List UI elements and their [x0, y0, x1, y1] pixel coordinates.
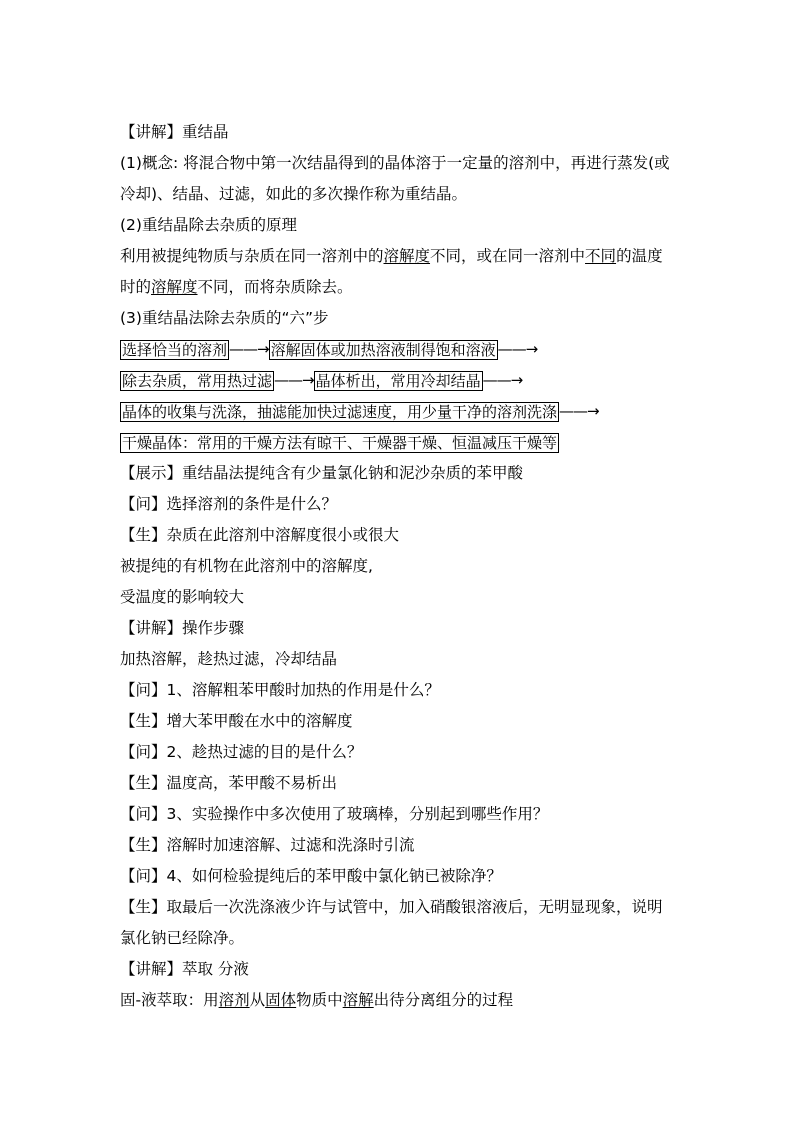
answer-continuation-line: 被提纯的有机物在此溶剂中的溶解度, — [120, 557, 373, 575]
flow-step-box: 干燥晶体：常用的干燥方法有晾干、干燥器干燥、恒温减压干燥等 — [122, 433, 558, 452]
answer-line: 【生】增大苯甲酸在水中的溶解度 — [120, 712, 353, 730]
flow-step-row — [120, 365, 680, 396]
answer-line: 【生】杂质在此溶剂中溶解度很小或很大 — [120, 526, 400, 544]
flow-step-box: 选择恰当的溶剂 — [122, 340, 228, 359]
six-steps-heading: (3)重结晶法除去杂质的“六”步 — [120, 309, 329, 327]
arrow-icon: ——→ — [482, 371, 523, 389]
flow-step-box: 除去杂质，常用热过滤 — [122, 371, 273, 390]
flow-step-box: 晶体的收集与洗涤，抽滤能加快过滤速度，用少量干净的溶剂洗涤 — [122, 402, 558, 421]
underlined-term: 不同 — [585, 247, 617, 265]
arrow-icon: ——→ — [559, 402, 599, 420]
text-span: 不同，而将杂质除去。 — [197, 278, 353, 296]
question-line: 【问】1、溶解粗苯甲酸时加热的作用是什么？ — [120, 681, 440, 699]
demo-line: 【展示】重结晶法提纯含有少量氯化钠和泥沙杂质的苯甲酸 — [120, 464, 524, 482]
arrow-icon: ——→ — [274, 371, 314, 389]
answer-line: 【生】溶解时加速溶解、过滤和洗涤时引流 — [120, 836, 415, 854]
underlined-term: 溶解 — [342, 991, 374, 1009]
underlined-term: 溶解度 — [383, 247, 431, 265]
text-span: 不同，或在同一溶剂中 — [430, 247, 586, 265]
section-heading-steps: 【讲解】操作步骤 — [120, 619, 245, 637]
principle-paragraph-line — [120, 241, 680, 272]
answer-continuation-line: 氯化钠已经除净。 — [120, 929, 245, 947]
principle-heading: (2)重结晶除去杂质的原理 — [120, 216, 297, 234]
text-span: 的温度 — [616, 247, 663, 265]
text-span: 利用被提纯物质与杂质在同一溶剂中的 — [120, 247, 384, 265]
text-span: 从 — [249, 991, 266, 1009]
flow-step-box: 晶体析出，常用冷却结晶 — [315, 371, 481, 390]
section-heading-recrystallization: 【讲解】重结晶 — [120, 123, 229, 141]
text-span: 物质中 — [296, 991, 343, 1009]
text-span: 时的 — [120, 278, 152, 296]
answer-line: 【生】取最后一次洗涤液少许与试管中，加入硝酸银溶液后，无明显现象，说明 — [120, 898, 663, 916]
text-span: 出待分离组分的过程 — [373, 991, 514, 1009]
concept-paragraph-line: 冷却)、结晶、过滤，如此的多次操作称为重结晶。 — [120, 185, 468, 203]
flow-step-row — [120, 427, 680, 458]
underlined-term: 溶剂 — [218, 991, 250, 1009]
concept-paragraph-line: (1)概念: 将混合物中第一次结晶得到的晶体溶于一定量的溶剂中，再进行蒸发(或 — [120, 154, 670, 172]
flow-step-row — [120, 396, 680, 427]
arrow-icon: ——→ — [497, 340, 538, 358]
arrow-icon: ——→ — [229, 340, 269, 358]
question-line: 【问】2、趁热过滤的目的是什么？ — [120, 743, 363, 761]
question-line: 【问】3、实验操作中多次使用了玻璃棒，分别起到哪些作用？ — [120, 805, 549, 823]
underlined-term: 溶解度 — [151, 278, 198, 296]
section-heading-extraction: 【讲解】萃取 分液 — [120, 960, 249, 978]
flow-step-row — [120, 334, 680, 365]
steps-line: 加热溶解，趁热过滤，冷却结晶 — [120, 650, 338, 668]
answer-line: 【生】温度高，苯甲酸不易析出 — [120, 774, 338, 792]
flow-step-box: 溶解固体或加热溶液制得饱和溶液 — [270, 340, 496, 359]
text-span: 固-液萃取：用 — [120, 991, 219, 1009]
question-line: 【问】4、如何检验提纯后的苯甲酸中氯化钠已被除净？ — [120, 867, 502, 885]
document-body — [120, 117, 680, 1016]
answer-continuation-line: 受温度的影响较大 — [120, 588, 245, 606]
principle-paragraph-line — [120, 272, 680, 303]
underlined-term: 固体 — [265, 991, 297, 1009]
extraction-definition-line — [120, 985, 680, 1016]
question-line: 【问】选择溶剂的条件是什么？ — [120, 495, 338, 513]
